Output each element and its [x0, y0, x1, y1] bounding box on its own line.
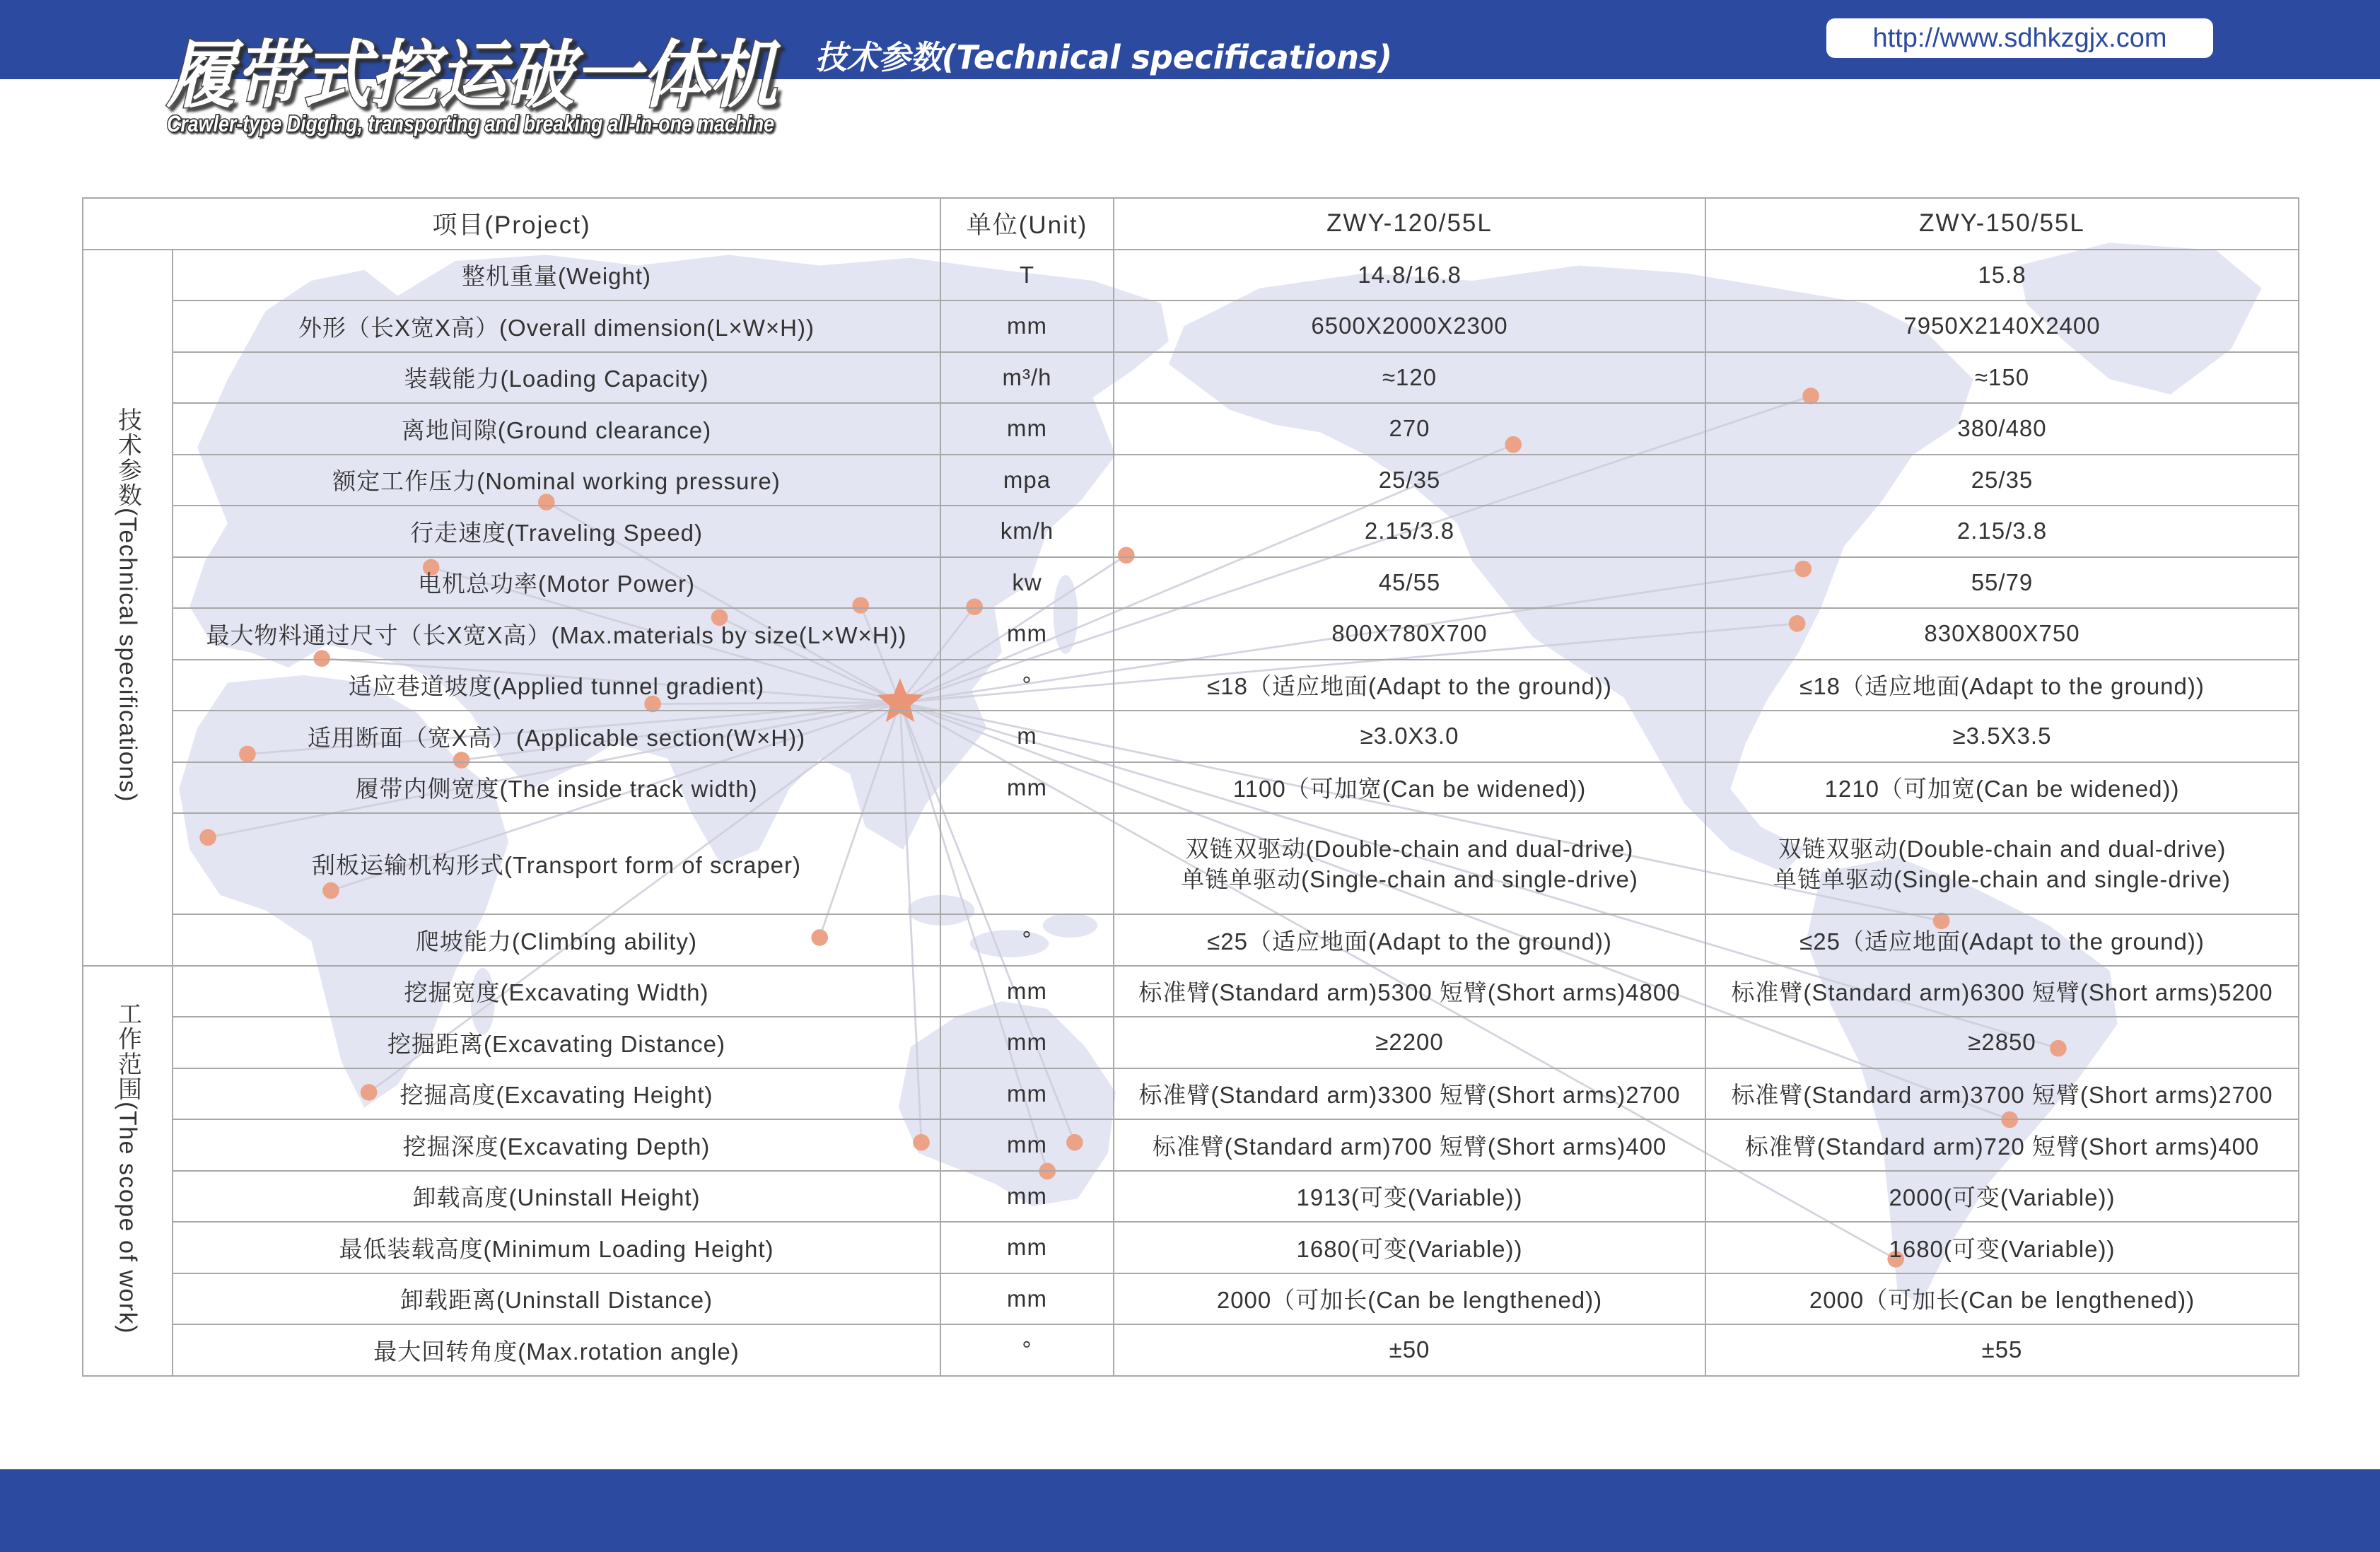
zwy-120-value: ≥2200 — [1114, 1017, 1705, 1068]
table-row — [83, 352, 2299, 404]
item-cell: 整机重量(Weight) — [173, 250, 940, 301]
zwy-150-value: 2000(可变(Variable)) — [1705, 1171, 2299, 1223]
table-row — [83, 1017, 2299, 1068]
zwy-150-value: 标准臂(Standard arm)3700 短臂(Short arms)2700 — [1705, 1068, 2299, 1120]
unit-cell: mm — [940, 1119, 1114, 1171]
table-row — [83, 762, 2299, 814]
website-link[interactable]: http://www.sdhkzgjx.com — [1826, 18, 2213, 58]
zwy-120-value: ≥3.0X3.0 — [1114, 711, 1705, 762]
zwy-120-value: 2.15/3.8 — [1114, 506, 1705, 557]
item-cell: 履带内侧宽度(The inside track width) — [173, 762, 940, 814]
product-title-en: Crawler-type Digging, transporting and breaking all-in-one machine — [167, 111, 774, 136]
value-line: 单链单驱动(Single-chain and single-drive) — [1773, 865, 2231, 892]
column-header-zwy-120: ZWY-120/55L — [1114, 198, 1705, 250]
table-row — [83, 1273, 2299, 1325]
item-cell: 最低装载高度(Minimum Loading Height) — [173, 1222, 940, 1273]
section-label-scope: 工作范围(The scope of work) — [114, 1001, 141, 1334]
unit-cell: mm — [940, 1068, 1114, 1120]
unit-cell: ° — [940, 914, 1114, 966]
zwy-150-value: 830X800X750 — [1705, 608, 2299, 660]
table-row — [83, 455, 2299, 506]
zwy-150-value: 55/79 — [1705, 557, 2299, 609]
zwy-150-value: ≤25（适应地面(Adapt to the ground)) — [1705, 914, 2299, 966]
table-header-row — [83, 198, 2299, 250]
unit-cell: mm — [940, 1017, 1114, 1068]
zwy-150-value: ≥2850 — [1705, 1017, 2299, 1068]
item-cell: 装载能力(Loading Capacity) — [173, 352, 940, 404]
item-cell: 最大回转角度(Max.rotation angle) — [173, 1324, 940, 1376]
table-row — [83, 506, 2299, 557]
zwy-150-value: 2.15/3.8 — [1705, 506, 2299, 557]
table-row — [83, 1171, 2299, 1223]
item-cell: 挖掘高度(Excavating Height) — [173, 1068, 940, 1120]
section-label-cell — [83, 966, 173, 1376]
zwy-120-value: 1913(可变(Variable)) — [1114, 1171, 1705, 1223]
table-row — [83, 1068, 2299, 1120]
table-row — [83, 914, 2299, 966]
table-row — [83, 250, 2299, 301]
unit-cell — [940, 813, 1114, 914]
zwy-150-value: ≥3.5X3.5 — [1705, 711, 2299, 762]
unit-cell: ° — [940, 660, 1114, 711]
unit-cell: kw — [940, 557, 1114, 609]
zwy-120-value: ≤18（适应地面(Adapt to the ground)) — [1114, 660, 1705, 711]
item-cell: 适应巷道坡度(Applied tunnel gradient) — [173, 660, 940, 711]
item-cell: 行走速度(Traveling Speed) — [173, 506, 940, 557]
table-row — [83, 1119, 2299, 1171]
zwy-150-value: 1680(可变(Variable)) — [1705, 1222, 2299, 1273]
unit-cell: mm — [940, 301, 1114, 352]
zwy-150-value: 7950X2140X2400 — [1705, 301, 2299, 352]
unit-cell: m — [940, 711, 1114, 762]
zwy-120-value: 25/35 — [1114, 455, 1705, 506]
unit-cell: mm — [940, 762, 1114, 814]
item-cell: 挖掘宽度(Excavating Width) — [173, 966, 940, 1017]
zwy-120-value: 1680(可变(Variable)) — [1114, 1222, 1705, 1273]
unit-cell: T — [940, 250, 1114, 301]
unit-cell: km/h — [940, 506, 1114, 557]
zwy-150-value: ≤18（适应地面(Adapt to the ground)) — [1705, 660, 2299, 711]
item-cell: 外形（长X宽X高）(Overall dimension(L×W×H)) — [173, 301, 940, 352]
zwy-120-value: 800X780X700 — [1114, 608, 1705, 660]
bottom-banner — [0, 1469, 2380, 1552]
item-cell: 额定工作压力(Nominal working pressure) — [173, 455, 940, 506]
section-label-technical: 技术参数(Technical specifications) — [114, 407, 141, 803]
unit-cell: ° — [940, 1324, 1114, 1376]
zwy-150-value: 标准臂(Standard arm)6300 短臂(Short arms)5200 — [1705, 966, 2299, 1017]
item-cell: 离地间隙(Ground clearance) — [173, 403, 940, 455]
zwy-120-value: 2000（可加长(Can be lengthened)) — [1114, 1273, 1705, 1325]
zwy-120-value: ≈120 — [1114, 352, 1705, 404]
zwy-150-value: 380/480 — [1705, 403, 2299, 455]
zwy-120-value — [1114, 813, 1705, 914]
value-line: 双链双驱动(Double-chain and dual-drive) — [1185, 835, 1634, 862]
zwy-150-value: ≈150 — [1705, 352, 2299, 404]
table-row — [83, 1222, 2299, 1273]
unit-cell: mm — [940, 1273, 1114, 1325]
unit-cell: mpa — [940, 455, 1114, 506]
table-row — [83, 557, 2299, 609]
section-heading: 技术参数(Technical specifications) — [815, 38, 1392, 76]
column-header-zwy-150: ZWY-150/55L — [1705, 198, 2299, 250]
item-cell: 电机总功率(Motor Power) — [173, 557, 940, 609]
zwy-150-value: ±55 — [1705, 1324, 2299, 1376]
column-header-unit: 单位(Unit) — [940, 198, 1114, 250]
zwy-120-value: 1100（可加宽(Can be widened)) — [1114, 762, 1705, 814]
zwy-120-value: 270 — [1114, 403, 1705, 455]
unit-cell: mm — [940, 966, 1114, 1017]
zwy-120-value: 45/55 — [1114, 557, 1705, 609]
zwy-120-value: 标准臂(Standard arm)3300 短臂(Short arms)2700 — [1114, 1068, 1705, 1120]
table-row — [83, 608, 2299, 660]
section-label-cell — [83, 250, 173, 966]
zwy-120-value: 6500X2000X2300 — [1114, 301, 1705, 352]
zwy-150-value: 25/35 — [1705, 455, 2299, 506]
item-cell: 挖掘深度(Excavating Depth) — [173, 1119, 940, 1171]
unit-cell: mm — [940, 1222, 1114, 1273]
zwy-120-value: ≤25（适应地面(Adapt to the ground)) — [1114, 914, 1705, 966]
zwy-120-value: 标准臂(Standard arm)5300 短臂(Short arms)4800 — [1114, 966, 1705, 1017]
column-header-project: 项目(Project) — [83, 198, 940, 250]
item-cell: 最大物料通过尺寸（长X宽X高）(Max.materials by size(L×W×H)) — [173, 608, 940, 660]
zwy-150-value: 2000（可加长(Can be lengthened)) — [1705, 1273, 2299, 1325]
zwy-150-value: 1210（可加宽(Can be widened)) — [1705, 762, 2299, 814]
unit-cell: mm — [940, 1171, 1114, 1223]
product-title-cn: 履带式挖运破一体机 — [166, 32, 781, 118]
zwy-120-value: 14.8/16.8 — [1114, 250, 1705, 301]
item-cell: 卸载距离(Uninstall Distance) — [173, 1273, 940, 1325]
unit-cell: m³/h — [940, 352, 1114, 404]
item-cell: 爬坡能力(Climbing ability) — [173, 914, 940, 966]
table-row — [83, 966, 2299, 1017]
table-row — [83, 711, 2299, 762]
table-row — [83, 1324, 2299, 1376]
zwy-150-value — [1705, 813, 2299, 914]
spec-table — [82, 197, 2299, 1377]
zwy-150-value: 15.8 — [1705, 250, 2299, 301]
item-cell: 刮板运输机构形式(Transport form of scraper) — [173, 813, 940, 914]
table-row — [83, 301, 2299, 352]
unit-cell: mm — [940, 403, 1114, 455]
item-cell: 挖掘距离(Excavating Distance) — [173, 1017, 940, 1068]
table-row — [83, 403, 2299, 455]
unit-cell: mm — [940, 608, 1114, 660]
zwy-120-value: ±50 — [1114, 1324, 1705, 1376]
item-cell: 适用断面（宽X高）(Applicable section(W×H)) — [173, 711, 940, 762]
item-cell: 卸载高度(Uninstall Height) — [173, 1171, 940, 1223]
zwy-120-value: 标准臂(Standard arm)700 短臂(Short arms)400 — [1114, 1119, 1705, 1171]
value-line: 双链双驱动(Double-chain and dual-drive) — [1778, 835, 2227, 862]
zwy-150-value: 标准臂(Standard arm)720 短臂(Short arms)400 — [1705, 1119, 2299, 1171]
value-line: 单链单驱动(Single-chain and single-drive) — [1181, 865, 1638, 892]
table-row — [83, 660, 2299, 711]
table-row — [83, 813, 2299, 914]
